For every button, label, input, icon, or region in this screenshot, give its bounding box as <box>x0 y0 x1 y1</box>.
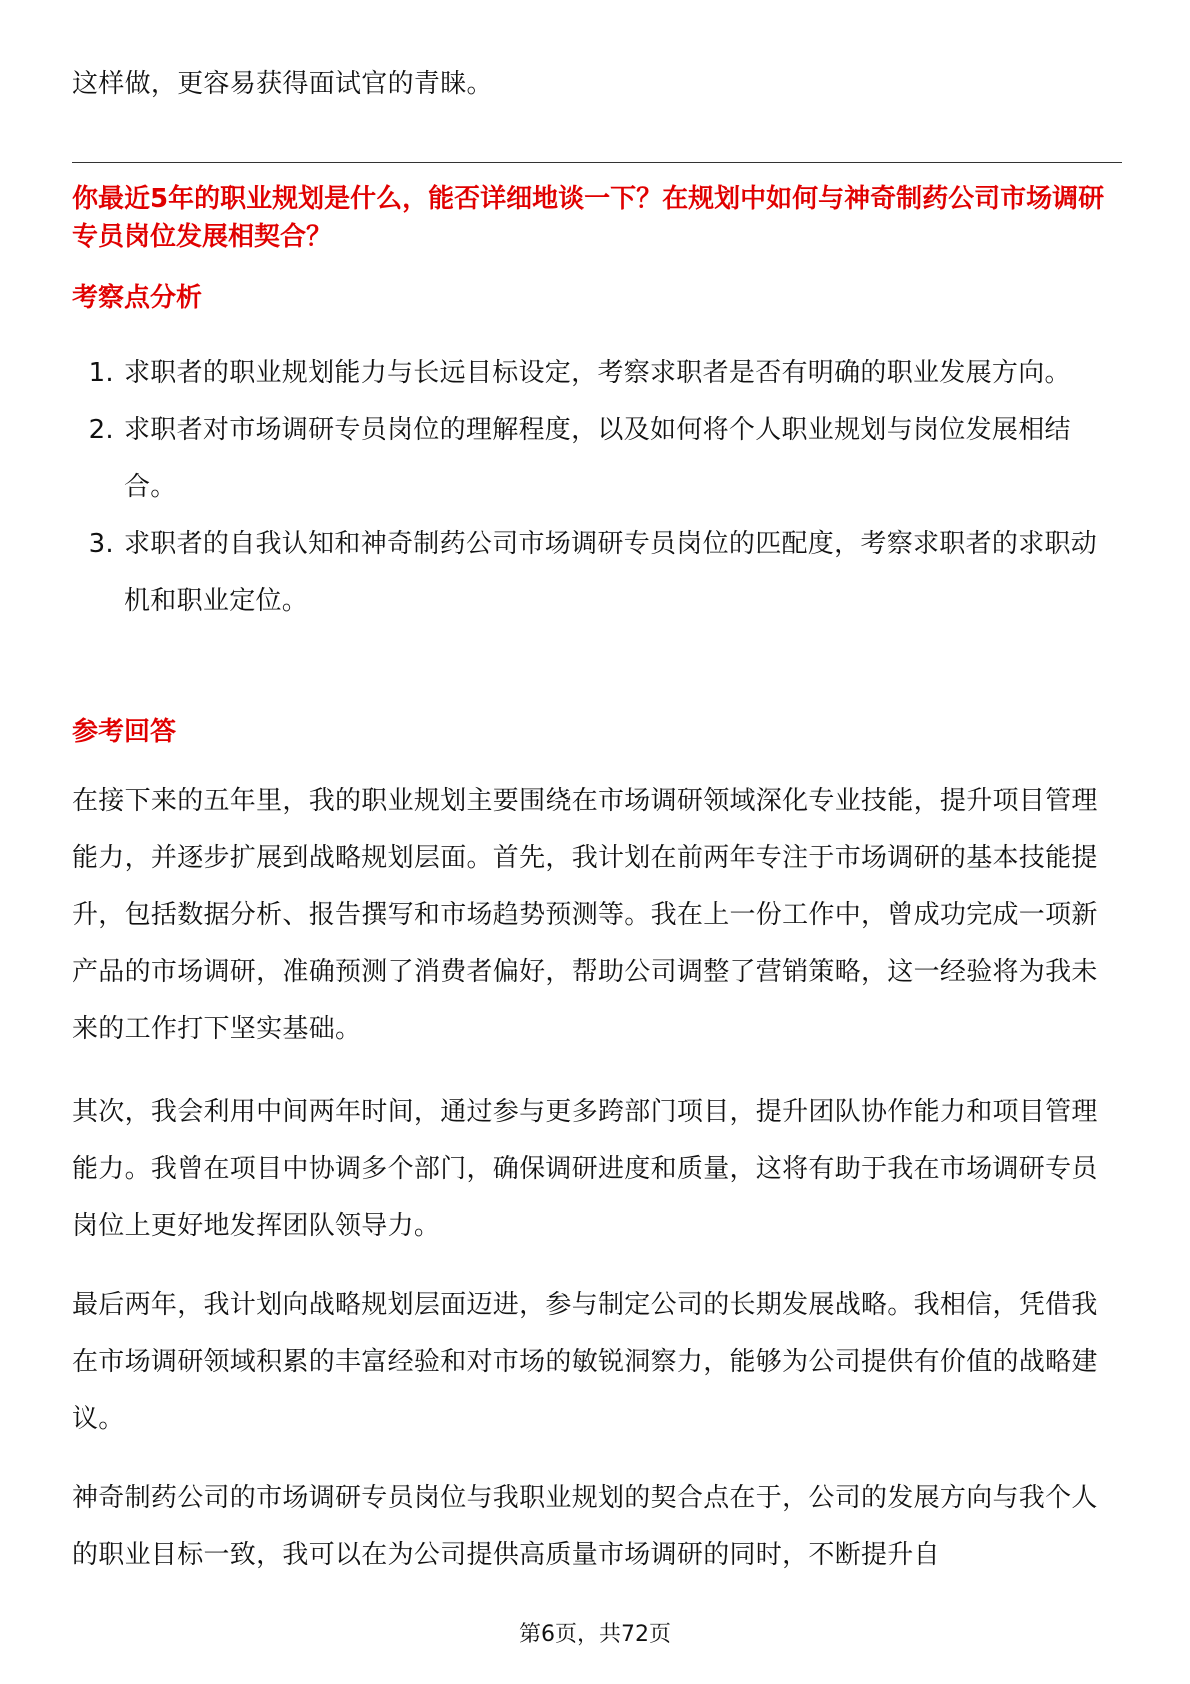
list-item-text: 求职者对市场调研专员岗位的理解程度，以及如何将个人职业规划与岗位发展相结合。 <box>124 415 1071 502</box>
answer-paragraph: 神奇制药公司的市场调研专员岗位与我职业规划的契合点在于，公司的发展方向与我个人的职业目标一致，我可以在为公司提供高质量市场调研的同时，不断提升自 <box>72 1483 1098 1570</box>
document-page <box>72 0 1122 1684</box>
section-divider <box>72 162 1122 163</box>
page-number-footer: 第6页，共72页 <box>519 1622 671 1647</box>
answer-paragraph: 最后两年，我计划向战略规划层面迈进，参与制定公司的长期发展战略。我相信，凭借我在市场调研领域积累的丰富经验和对市场的敏锐洞察力，能够为公司提供有价值的战略建议。 <box>72 1290 1098 1434</box>
list-item <box>72 345 1122 402</box>
list-item-text: 求职者的职业规划能力与长远目标设定，考察求职者是否有明确的职业发展方向。 <box>124 358 1071 388</box>
list-item <box>72 402 1122 516</box>
list-item-number: 1. <box>88 358 114 388</box>
answer-paragraph: 在接下来的五年里，我的职业规划主要围绕在市场调研领域深化专业技能，提升项目管理能力，并逐步扩展到战略规划层面。首先，我计划在前两年专注于市场调研的基本技能提升，包括数据分析、报告撰写和市场趋势预测等。我在上一份工作中，曾成功完成一项新产品的市场调研，准确预测了消费者偏好，帮助公司调整了营销策略，这一经验将为我未来的工作打下坚实基础。 <box>72 786 1098 1044</box>
list-item-number: 2. <box>88 415 114 445</box>
answer-paragraph: 其次，我会利用中间两年时间，通过参与更多跨部门项目，提升团队协作能力和项目管理能力。我曾在项目中协调多个部门，确保调研进度和质量，这将有助于我在市场调研专员岗位上更好地发挥团队领导力。 <box>72 1097 1098 1241</box>
list-item <box>72 516 1122 630</box>
answer-heading: 参考回答 <box>72 717 177 747</box>
intro-paragraph: 这样做，更容易获得面试官的青睐。 <box>72 69 493 99</box>
list-item-number: 3. <box>88 529 114 559</box>
analysis-heading: 考察点分析 <box>72 283 203 313</box>
analysis-list <box>72 345 1122 630</box>
list-item-text: 求职者的自我认知和神奇制药公司市场调研专员岗位的匹配度，考察求职者的求职动机和职业定位。 <box>124 529 1098 616</box>
question-heading: 你最近5年的职业规划是什么，能否详细地谈一下？在规划中如何与神奇制药公司市场调研专员岗位发展相契合？ <box>72 184 1105 252</box>
